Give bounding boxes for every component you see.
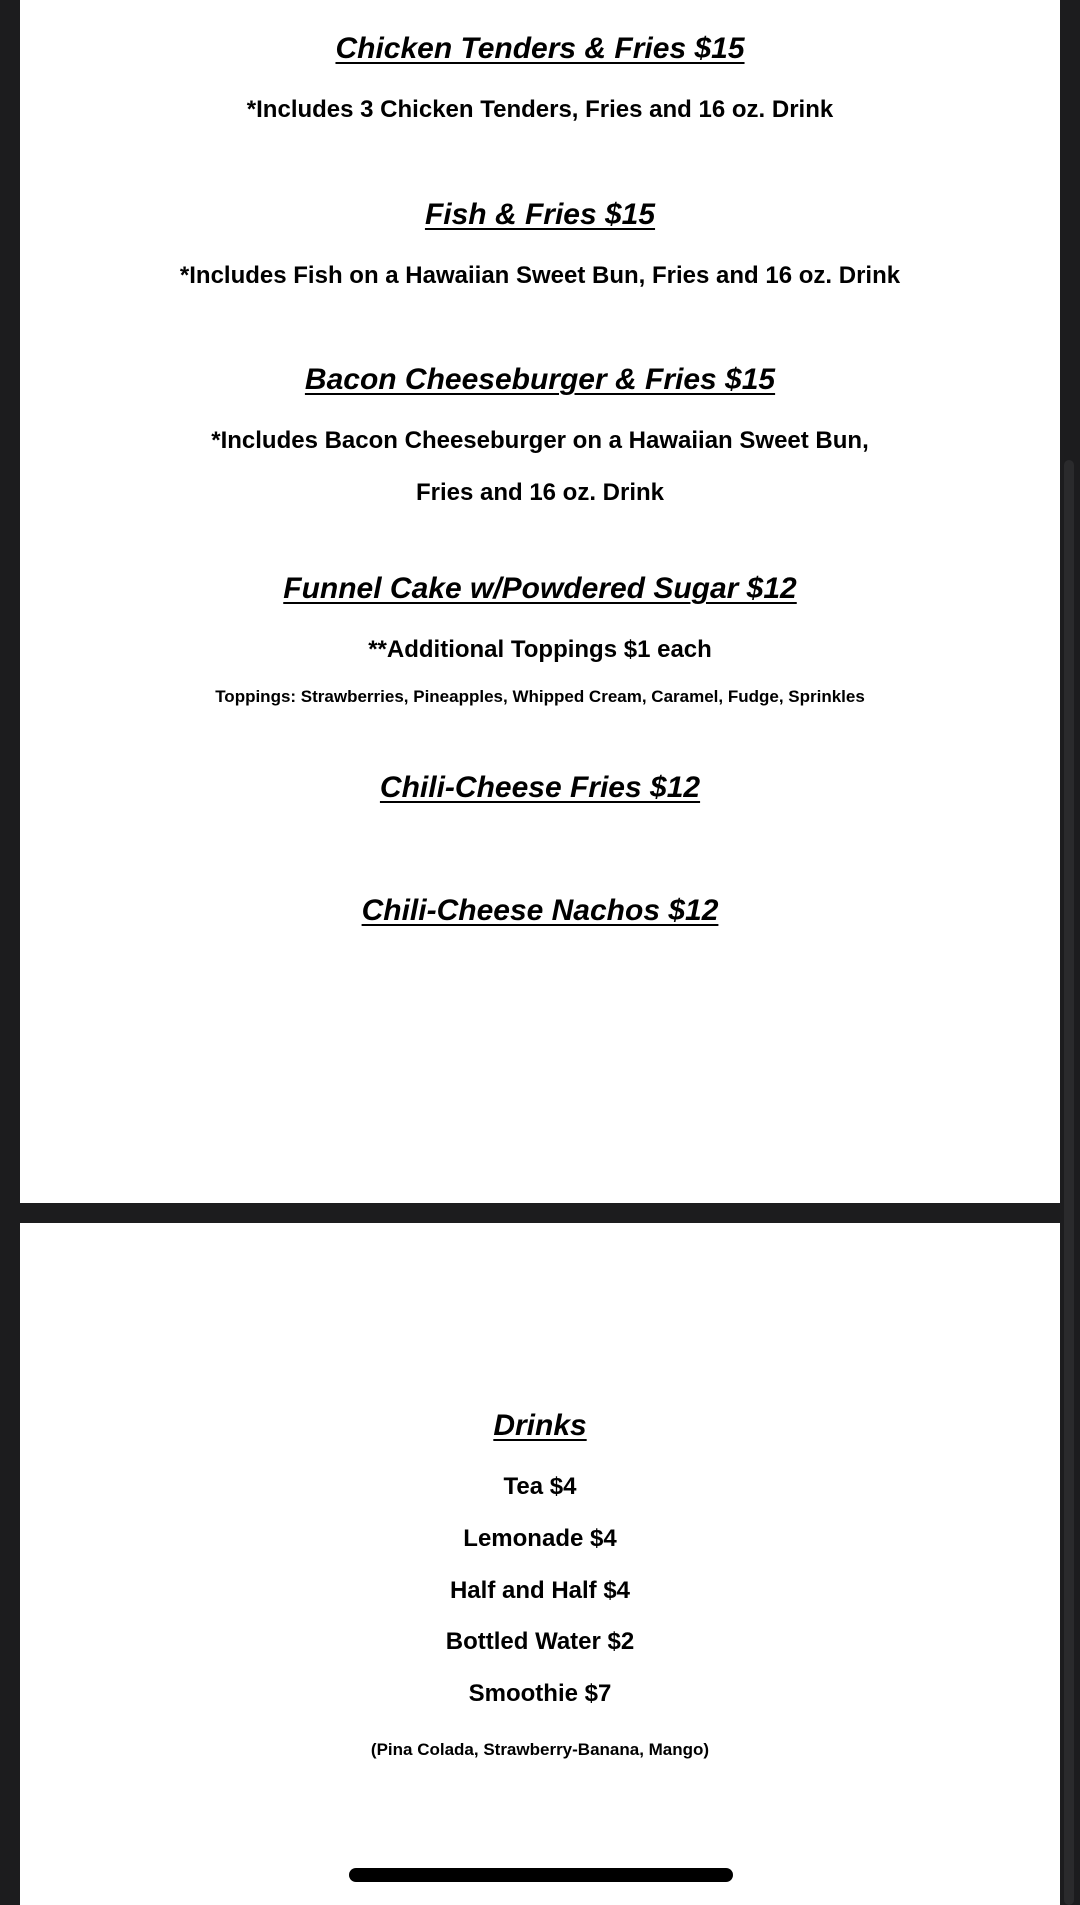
item-title-chili-cheese-nachos: Chili-Cheese Nachos $12 — [361, 894, 719, 927]
smoothie-flavors-note: (Pina Colada, Strawberry-Banana, Mango) — [370, 1740, 710, 1759]
item-title-chili-cheese-fries: Chili-Cheese Fries $12 — [379, 771, 701, 804]
drink-bottled-water: Bottled Water $2 — [445, 1628, 635, 1655]
item-desc-chicken-tenders: *Includes 3 Chicken Tenders, Fries and 16 oz. Drink — [246, 96, 834, 123]
item-title-bacon-cheeseburger: Bacon Cheeseburger & Fries $15 — [304, 363, 776, 396]
drink-lemonade: Lemonade $4 — [463, 1525, 617, 1552]
item-desc-bacon-cheeseburger-2: Fries and 16 oz. Drink — [415, 479, 665, 506]
menu-page — [20, 0, 1060, 1203]
scrollbar[interactable] — [1064, 460, 1074, 1905]
home-indicator[interactable] — [349, 1868, 733, 1882]
drinks-page — [20, 1223, 1060, 1905]
drink-tea: Tea $4 — [503, 1473, 577, 1500]
item-note-toppings: Toppings: Strawberries, Pineapples, Whipped Cream, Caramel, Fudge, Sprinkles — [215, 687, 865, 706]
item-title-funnel-cake: Funnel Cake w/Powdered Sugar $12 — [283, 572, 797, 605]
item-desc-fish: *Includes Fish on a Hawaiian Sweet Bun, Fries and 16 oz. Drink — [179, 262, 901, 289]
drink-half-and-half: Half and Half $4 — [449, 1577, 631, 1604]
item-title-chicken-tenders: Chicken Tenders & Fries $15 — [335, 32, 745, 65]
drink-smoothie: Smoothie $7 — [468, 1680, 612, 1707]
drinks-title: Drinks — [493, 1409, 587, 1442]
item-desc-funnel-cake: **Additional Toppings $1 each — [368, 636, 712, 663]
item-desc-bacon-cheeseburger-1: *Includes Bacon Cheeseburger on a Hawaiian Sweet Bun, — [211, 427, 869, 454]
item-title-fish: Fish & Fries $15 — [424, 198, 656, 231]
